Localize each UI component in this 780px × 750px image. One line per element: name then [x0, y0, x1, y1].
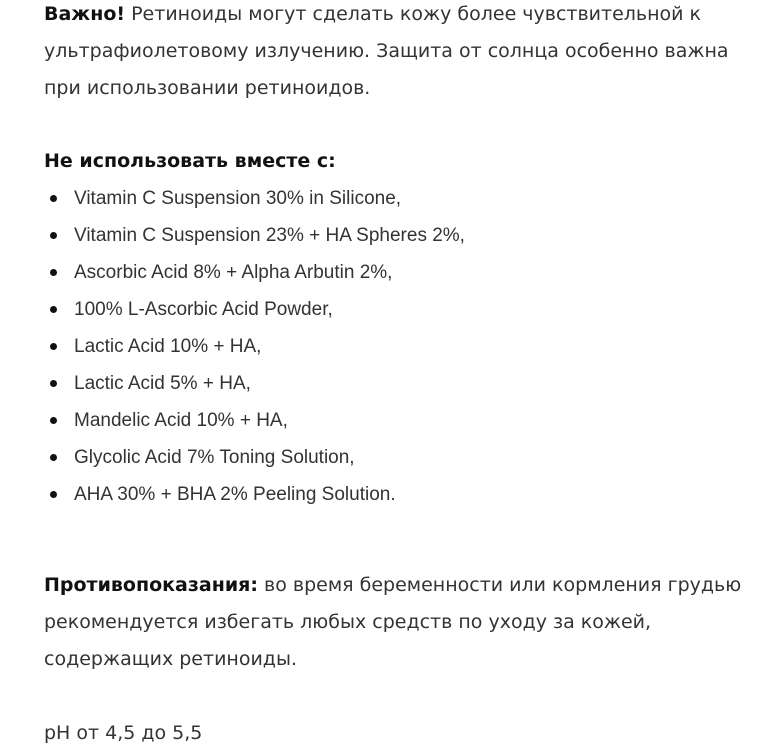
bullet-icon: [50, 491, 57, 498]
contraindications-paragraph: [44, 567, 744, 678]
bullet-icon: [50, 417, 57, 424]
ph-info: pH от 4,5 до 5,5: [44, 722, 203, 744]
warning-text: Ретиноиды могут сделать кожу более чувствительной к ультрафиолетовому излучению. Защита от солнца особенно важна при использовании ретиноидов.: [44, 3, 729, 99]
list-item-text: AHA 30% + BHA 2% Peeling Solution.: [74, 484, 396, 505]
list-item: [44, 291, 744, 328]
list-item: [44, 328, 744, 365]
list-item: [44, 254, 744, 291]
warning-label: Важно!: [44, 3, 126, 25]
list-item: [44, 217, 744, 254]
bullet-icon: [50, 306, 57, 313]
list-item-text: Vitamin C Suspension 23% + HA Spheres 2%,: [74, 225, 465, 246]
list-item: [44, 365, 744, 402]
list-item-text: Lactic Acid 10% + HA,: [74, 336, 262, 357]
list-item: [44, 180, 744, 217]
list-item-text: Lactic Acid 5% + HA,: [74, 373, 251, 394]
bullet-icon: [50, 454, 57, 461]
list-item-text: Vitamin C Suspension 30% in Silicone,: [74, 188, 402, 209]
warning-paragraph: [44, 0, 744, 107]
bullet-icon: [50, 269, 57, 276]
list-item: [44, 439, 744, 476]
contraindications-text: во время беременности или кормления грудью рекомендуется избегать любых средств по уходу за кожей, содержащих ретиноиды.: [44, 574, 742, 670]
list-item: [44, 402, 744, 439]
contraindications-label: Противопоказания:: [44, 574, 258, 596]
incompatible-heading: Не использовать вместе с:: [44, 150, 336, 172]
list-item-text: Mandelic Acid 10% + HA,: [74, 410, 288, 431]
bullet-icon: [50, 232, 57, 239]
list-item-text: Ascorbic Acid 8% + Alpha Arbutin 2%,: [74, 262, 393, 283]
list-item-text: 100% L-Ascorbic Acid Powder,: [74, 299, 333, 320]
bullet-icon: [50, 343, 57, 350]
incompatible-list: [44, 180, 744, 513]
list-item: [44, 476, 744, 513]
list-item-text: Glycolic Acid 7% Toning Solution,: [74, 447, 355, 468]
bullet-icon: [50, 195, 57, 202]
bullet-icon: [50, 380, 57, 387]
